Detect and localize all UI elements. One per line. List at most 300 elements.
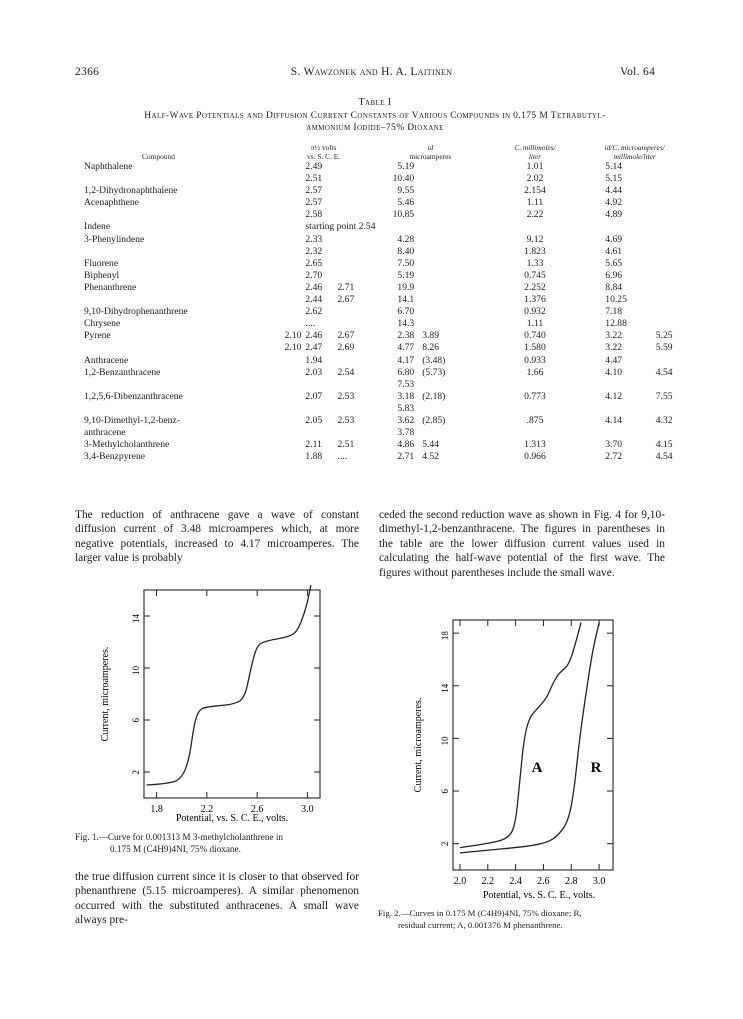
table-cell-i2 bbox=[414, 185, 484, 197]
table-cell-p2: 2.32 bbox=[305, 245, 323, 257]
table-cell-i2: (2.85) bbox=[422, 414, 446, 426]
table-cell-p1 bbox=[271, 294, 305, 306]
table-cell-p2: 2.33 bbox=[305, 233, 323, 245]
table-cell-i1: 5.19 bbox=[397, 161, 415, 172]
x-tick-label: 2.2 bbox=[481, 876, 495, 887]
fig2-label-a: A bbox=[531, 760, 543, 776]
table-cell-c: 1.11 bbox=[526, 318, 544, 330]
table-cell-p3: 2.67 bbox=[337, 294, 355, 306]
table-cell-compound: Indene bbox=[84, 221, 111, 233]
table-row bbox=[84, 306, 684, 318]
table-cell-i2 bbox=[414, 234, 484, 246]
table-cell-p1 bbox=[271, 379, 305, 391]
table-cell-c: 1.01 bbox=[526, 161, 544, 172]
table-cell-i1: 10.40 bbox=[392, 173, 415, 185]
table-title-line1: Half-Wave Potentials and Diffusion Current Constants of Various Compounds in 0.175 M Tetrabutyl- bbox=[144, 111, 606, 121]
table-cell-r1: 2.72 bbox=[605, 451, 623, 463]
table-cell-i1: 14.3 bbox=[397, 318, 415, 330]
table-row bbox=[84, 185, 684, 197]
x-tick-label: 2.4 bbox=[509, 876, 522, 887]
table-cell-p1 bbox=[271, 209, 305, 221]
table-cell-p3 bbox=[337, 185, 375, 197]
table-row bbox=[84, 282, 684, 294]
x-tick-label: 1.8 bbox=[150, 804, 163, 815]
table-cell-i1: 4.28 bbox=[397, 233, 415, 245]
table-cell-i2: 4.52 bbox=[422, 451, 439, 463]
table-cell-r2 bbox=[656, 234, 684, 246]
table-cell-p3 bbox=[337, 306, 375, 318]
table-cell-r2 bbox=[656, 270, 684, 282]
table-cell-r1: 4.44 bbox=[605, 185, 623, 197]
table-cell-i2 bbox=[414, 221, 484, 233]
table-cell-c: 1.313 bbox=[524, 439, 546, 451]
table-cell-p2 bbox=[305, 427, 337, 439]
table-cell-c bbox=[485, 403, 586, 415]
table-cell-i2 bbox=[414, 427, 484, 439]
col-header-id bbox=[376, 144, 485, 161]
table-cell-i1: 19.9 bbox=[397, 281, 415, 293]
table-cell-p1 bbox=[271, 246, 305, 258]
table-cell-p2: 2.49 bbox=[305, 161, 323, 172]
table-cell-r2 bbox=[656, 185, 684, 197]
table-cell-r2: 4.54 bbox=[655, 451, 673, 463]
table-cell-compound: Acenaphthene bbox=[84, 197, 139, 209]
table-row bbox=[84, 234, 684, 246]
table-cell-i1: 3.62 bbox=[397, 414, 415, 426]
table-cell-r1: 4.69 bbox=[605, 233, 623, 245]
table-cell-p1 bbox=[271, 391, 305, 403]
table-cell-p1 bbox=[271, 173, 305, 185]
table-cell-p3: 2.71 bbox=[337, 281, 355, 293]
fig2-label-r: R bbox=[590, 760, 602, 776]
y-tick-label: 6 bbox=[131, 718, 141, 723]
table-cell-compound bbox=[84, 246, 233, 258]
table-row bbox=[84, 451, 684, 463]
col-header-potential-line1: π½ volts bbox=[310, 143, 337, 152]
figure-1 bbox=[90, 585, 340, 825]
running-authors: S. Wawzonek and H. A. Laitinen bbox=[290, 66, 453, 78]
table-cell-c: 0.745 bbox=[524, 269, 546, 281]
table-cell-i2 bbox=[414, 258, 484, 270]
table-row bbox=[84, 209, 684, 221]
table-cell-r1 bbox=[585, 427, 655, 439]
table-cell-r1: 4.92 bbox=[605, 197, 623, 209]
col-header-conc bbox=[485, 144, 586, 161]
table-cell-i1: 6.70 bbox=[397, 306, 415, 318]
table-cell-compound: Phenanthrene bbox=[84, 281, 137, 293]
table-cell-c: 9.12 bbox=[526, 233, 544, 245]
table-cell-i1: 10.85 bbox=[392, 209, 415, 221]
table-row bbox=[84, 161, 684, 173]
table-cell-i1: 2.38 bbox=[397, 330, 415, 342]
table-cell-i1: 14.1 bbox=[397, 294, 415, 306]
col-header-ratio bbox=[585, 144, 684, 161]
table-row bbox=[84, 318, 684, 330]
table-cell-r2 bbox=[656, 246, 684, 258]
table-cell-p3 bbox=[337, 246, 375, 258]
table-cell-c: 0.933 bbox=[524, 354, 546, 366]
volume-label: Vol. 64 bbox=[620, 66, 656, 78]
table-cell-p2: 2.58 bbox=[305, 209, 323, 221]
table-cell-r1 bbox=[585, 403, 655, 415]
table-cell-i1: 7.50 bbox=[397, 257, 415, 269]
table-cell-p2: 2.11 bbox=[305, 439, 322, 451]
table-cell-i1: 5.46 bbox=[397, 197, 415, 209]
table-cell-i1: 4.17 bbox=[397, 354, 415, 366]
table-row bbox=[84, 415, 684, 427]
table-cell-compound: 9,10-Dihydrophenanthrene bbox=[84, 306, 188, 318]
table-cell-p2: 2.62 bbox=[305, 306, 323, 318]
table-cell-p1 bbox=[271, 355, 305, 367]
table-row bbox=[84, 330, 684, 342]
table-cell-c bbox=[485, 379, 586, 391]
table-cell-i1: 3.78 bbox=[397, 427, 415, 439]
table-cell-r2: 4.15 bbox=[655, 439, 673, 451]
fig2-frame bbox=[453, 620, 613, 870]
y-tick-label: 10 bbox=[131, 666, 141, 675]
table-cell-r1: 7.18 bbox=[605, 306, 623, 318]
table-cell-c: 1.376 bbox=[524, 294, 546, 306]
table-cell-r1: 8.84 bbox=[605, 281, 623, 293]
table-cell-i2 bbox=[414, 379, 484, 391]
table-cell-compound: 3,4-Benzpyrene bbox=[84, 451, 146, 463]
table-cell-p2: 2.70 bbox=[305, 269, 323, 281]
left-paragraph-2: the true diffusion current since it is closer to that observed for phenanthrene (5.15 microamperes). A similar phenomenon occurred with the substituted anthracenes. A small wave always pre- bbox=[75, 871, 359, 927]
table-cell-compound bbox=[84, 342, 233, 354]
table-cell-p1 bbox=[271, 439, 305, 451]
table-cell-r2 bbox=[656, 403, 684, 415]
table-cell-r1: 3.70 bbox=[605, 439, 623, 451]
table-cell-p1 bbox=[271, 234, 305, 246]
table-cell-r1: 3.22 bbox=[605, 330, 623, 342]
table-cell-c: 0.773 bbox=[524, 390, 546, 402]
table-row bbox=[84, 270, 684, 282]
table-cell-c: 0.740 bbox=[524, 330, 546, 342]
col-header-conc-line1: C, millimoles/ bbox=[514, 143, 556, 152]
table-cell-p2: 2.46 bbox=[305, 330, 323, 342]
data-table bbox=[84, 144, 684, 463]
table-cell-i2 bbox=[414, 270, 484, 282]
table-cell-compound: 9,10-Dimethyl-1,2-benz- bbox=[84, 414, 180, 426]
table-cell-i2: 8.26 bbox=[422, 342, 439, 354]
table-cell-p2: 2.57 bbox=[305, 185, 323, 197]
table-cell-p3: 2.51 bbox=[337, 439, 355, 451]
table-cell-p1: 2.10 bbox=[284, 342, 302, 354]
col-header-potential-line2: vs. S. C. E. bbox=[307, 151, 341, 161]
table-cell-r1: 4.10 bbox=[605, 366, 623, 378]
table-cell-i2 bbox=[414, 197, 484, 209]
table-cell-r2 bbox=[656, 209, 684, 221]
col-header-ratio-line2: millimole/liter bbox=[613, 151, 656, 161]
table-cell-p2: 2.46 bbox=[305, 281, 323, 293]
x-tick-label: 2.0 bbox=[453, 876, 467, 887]
table-cell-c: 1.66 bbox=[526, 366, 544, 378]
table-cell-p1 bbox=[271, 197, 305, 209]
table-cell-i1: 5.83 bbox=[397, 402, 415, 414]
table-cell-compound bbox=[84, 403, 233, 415]
x-tick-label: 3.0 bbox=[592, 876, 606, 887]
table-cell-i2 bbox=[414, 318, 484, 330]
table-cell-p3 bbox=[337, 234, 375, 246]
x-tick-label: 2.8 bbox=[565, 876, 578, 887]
x-tick-label: 2.6 bbox=[250, 804, 264, 815]
left-paragraph-1: The reduction of anthracene gave a wave of constant diffusion current of 3.48 microamperes which, at more negative potentials, increased to 4.17 microamperes. The larger value is probably bbox=[75, 509, 359, 565]
table-cell-r2 bbox=[656, 258, 684, 270]
table-cell-compound: Naphthalene bbox=[84, 161, 133, 172]
table-cell-r2 bbox=[656, 355, 684, 367]
fig2-caption-line2: residual current; A, 0.001376 M phenanthrene. bbox=[398, 920, 563, 930]
fig2-ylabel: Current, microamperes. bbox=[413, 697, 424, 793]
table-cell-i1: 8.40 bbox=[397, 245, 415, 257]
table-cell-i1: 4.86 bbox=[397, 439, 415, 451]
table-cell-p2: 2.47 bbox=[305, 342, 323, 354]
table-row bbox=[84, 173, 684, 185]
table-cell-r1 bbox=[585, 221, 655, 233]
table-cell-p1 bbox=[271, 403, 305, 415]
table-cell-p2: 1.88 bbox=[305, 451, 323, 463]
fig1-caption-line1: Fig. 1.—Curve for 0.001313 M 3-methylcholanthrene in bbox=[75, 832, 283, 842]
table-cell-p2: .... bbox=[305, 318, 316, 330]
table-cell-r1: 5.65 bbox=[605, 257, 623, 269]
table-cell-p2: starting point 2.54 bbox=[305, 221, 376, 233]
table-cell-compound: 1,2,5,6-Dibenzanthracene bbox=[84, 390, 183, 402]
table-row bbox=[84, 342, 684, 354]
table-cell-p3: 2.67 bbox=[337, 330, 355, 342]
table-cell-c: 2.252 bbox=[524, 281, 546, 293]
table-cell-p1 bbox=[271, 451, 305, 463]
table-cell-p3 bbox=[337, 270, 375, 282]
table-header-row bbox=[84, 144, 684, 161]
table-row bbox=[84, 439, 684, 451]
table-cell-i2 bbox=[414, 161, 484, 173]
table-cell-c: 1.11 bbox=[526, 197, 544, 209]
table-cell-p1 bbox=[271, 282, 305, 294]
table-cell-p2: 2.44 bbox=[305, 294, 323, 306]
table-cell-r2 bbox=[656, 221, 684, 233]
table-cell-i1: 5.19 bbox=[397, 269, 415, 281]
table-cell-i2: 5.44 bbox=[422, 439, 439, 451]
table-cell-p3 bbox=[337, 318, 375, 330]
table-cell-p2: 2.05 bbox=[305, 414, 323, 426]
x-tick-label: 2.6 bbox=[537, 876, 550, 887]
table-cell-p2: 1.94 bbox=[305, 354, 323, 366]
table-cell-p1 bbox=[271, 258, 305, 270]
fig1-curve bbox=[147, 585, 313, 785]
table-cell-r2: 4.54 bbox=[655, 366, 673, 378]
table-cell-p3: 2.53 bbox=[337, 390, 355, 402]
table-cell-i2 bbox=[414, 306, 484, 318]
table-cell-r2 bbox=[656, 294, 684, 306]
table-cell-i1: 4.77 bbox=[397, 342, 415, 354]
fig1-ylabel: Current, microamperes. bbox=[100, 646, 111, 742]
table-cell-r2: 5.25 bbox=[655, 330, 673, 342]
table-cell-compound: Pyrene bbox=[84, 330, 111, 342]
x-tick-label: 3.0 bbox=[301, 804, 314, 815]
table-cell-r2 bbox=[656, 161, 684, 173]
fig2-caption-line1: Fig. 2.—Curves in 0.175 M (C4H9)4NI, 75% dioxane; R, bbox=[378, 908, 582, 918]
table-cell-i1: 2.71 bbox=[397, 451, 415, 463]
table-cell-p3 bbox=[337, 197, 375, 209]
table-cell-r1: 10.25 bbox=[605, 294, 627, 306]
table-cell-compound: anthracene bbox=[84, 427, 126, 439]
table-cell-compound bbox=[84, 173, 233, 185]
table-row bbox=[84, 379, 684, 391]
table-cell-r2 bbox=[656, 379, 684, 391]
right-paragraph-1: ceded the second reduction wave as shown in Fig. 4 for 9,10-dimethyl-1,2-benzanthracene. The figures in parentheses in the table are the lower diffusion current values used in calculating the half-wave potential of the first wave. The figures without parentheses include the small wave. bbox=[379, 509, 665, 579]
table-cell-p2: 2.51 bbox=[305, 173, 323, 185]
table-cell-p1 bbox=[271, 161, 305, 173]
table-cell-compound bbox=[84, 209, 233, 221]
fig1-frame bbox=[144, 590, 320, 798]
y-tick-label: 2 bbox=[440, 841, 450, 847]
table-cell-i2: 3.89 bbox=[422, 330, 439, 342]
table-cell-c: .875 bbox=[526, 414, 544, 426]
table-cell-i2 bbox=[414, 294, 484, 306]
table-label: Table I bbox=[358, 97, 392, 108]
table-row bbox=[84, 427, 684, 439]
table-cell-c: 0.966 bbox=[524, 451, 546, 463]
table-cell-i2 bbox=[414, 282, 484, 294]
table-cell-c: 1.33 bbox=[526, 257, 544, 269]
y-tick-label: 10 bbox=[440, 736, 450, 746]
table-cell-r1: 4.89 bbox=[605, 209, 623, 221]
table-cell-r2 bbox=[656, 282, 684, 294]
table-cell-p1 bbox=[271, 185, 305, 197]
table-cell-c bbox=[485, 427, 586, 439]
table-cell-p1 bbox=[271, 427, 305, 439]
table-cell-p3 bbox=[337, 258, 375, 270]
table-cell-r2 bbox=[656, 427, 684, 439]
table-cell-r1: 6.96 bbox=[605, 269, 623, 281]
table-cell-r1: 4.61 bbox=[605, 245, 623, 257]
table-cell-r1: 12.88 bbox=[605, 318, 627, 330]
table-cell-p3 bbox=[337, 403, 375, 415]
table-cell-i1: 6.80 bbox=[397, 366, 415, 378]
col-header-ratio-line1: id/C, microamperes/ bbox=[604, 143, 665, 152]
table-cell-r1: 3.22 bbox=[605, 342, 623, 354]
table-row bbox=[84, 197, 684, 209]
figure-2 bbox=[405, 612, 645, 902]
table-cell-r1: 4.12 bbox=[605, 390, 623, 402]
table-row bbox=[84, 294, 684, 306]
table-cell-i2 bbox=[414, 403, 484, 415]
table-cell-p1 bbox=[271, 221, 305, 233]
table-cell-compound: Anthracene bbox=[84, 354, 129, 366]
table-cell-i1 bbox=[376, 221, 414, 233]
table-cell-p3 bbox=[337, 161, 375, 173]
table-cell-compound: 3-Methylcholanthrene bbox=[84, 439, 170, 451]
table-cell-p1: 2.10 bbox=[284, 330, 302, 342]
table-cell-c: 2.02 bbox=[526, 173, 544, 185]
x-tick-label: 2.2 bbox=[200, 804, 214, 815]
table-cell-c: 1.580 bbox=[524, 342, 546, 354]
table-cell-p3 bbox=[337, 173, 375, 185]
table-cell-i2 bbox=[414, 173, 484, 185]
table-cell-r2: 5.59 bbox=[655, 342, 673, 354]
table-cell-c bbox=[485, 221, 586, 233]
fig2-curve-a bbox=[460, 623, 581, 848]
y-tick-label: 2 bbox=[131, 770, 141, 775]
table-row bbox=[84, 367, 684, 379]
table-cell-p3: 2.54 bbox=[337, 366, 355, 378]
table-cell-r1: 4.47 bbox=[605, 354, 623, 366]
table-cell-compound: 1,2-Benzanthracene bbox=[84, 366, 161, 378]
table-cell-r2 bbox=[656, 197, 684, 209]
table-cell-r1 bbox=[585, 379, 655, 391]
y-tick-label: 6 bbox=[440, 789, 450, 794]
table-cell-p1 bbox=[271, 306, 305, 318]
table-cell-compound: Fluorene bbox=[84, 257, 119, 269]
table-cell-r2 bbox=[656, 318, 684, 330]
table-cell-r2: 7.55 bbox=[655, 390, 673, 402]
table-cell-p2: 2.07 bbox=[305, 390, 323, 402]
col-header-conc-line2: liter bbox=[528, 151, 542, 161]
table-cell-p3 bbox=[337, 355, 375, 367]
table-cell-i1: 7.53 bbox=[397, 378, 415, 390]
col-header-compound: Compound bbox=[142, 151, 175, 161]
y-tick-label: 14 bbox=[131, 614, 141, 623]
table-cell-compound: Chrysene bbox=[84, 318, 121, 330]
table-row bbox=[84, 355, 684, 367]
fig2-curve-r bbox=[460, 623, 599, 853]
table-cell-p3: .... bbox=[337, 451, 348, 463]
col-header-id-line1: id bbox=[427, 143, 434, 152]
table-cell-r2 bbox=[656, 306, 684, 318]
table-cell-p2 bbox=[305, 403, 337, 415]
fig2-xlabel: Potential, vs. S. C. E., volts. bbox=[482, 890, 596, 901]
table-cell-p3 bbox=[337, 209, 375, 221]
table-cell-i2: (5.73) bbox=[422, 366, 446, 378]
table-row bbox=[84, 391, 684, 403]
col-header-potential bbox=[271, 144, 376, 161]
table-cell-c: 0.932 bbox=[524, 306, 546, 318]
table-cell-i2: (3.48) bbox=[422, 354, 446, 366]
table-cell-r1: 4.14 bbox=[605, 414, 623, 426]
col-header-id-line2: microamperes bbox=[409, 151, 452, 161]
table-cell-p2: 2.65 bbox=[305, 257, 323, 269]
table-cell-compound: 3-Phenylindene bbox=[84, 233, 145, 245]
table-cell-i2 bbox=[414, 209, 484, 221]
table-title-line2: ammonium Iodide–75% Dioxane bbox=[306, 123, 444, 133]
table-cell-c: 1.823 bbox=[524, 245, 546, 257]
table-cell-r1: 5.15 bbox=[605, 173, 623, 185]
page-number: 2366 bbox=[75, 66, 100, 78]
table-cell-p1 bbox=[271, 318, 305, 330]
table-cell-p2 bbox=[305, 379, 337, 391]
table-cell-p2: 2.57 bbox=[305, 197, 323, 209]
table-row bbox=[84, 221, 684, 233]
table-cell-r1: 5.14 bbox=[605, 161, 623, 172]
table-cell-p3 bbox=[337, 379, 375, 391]
table-cell-r2 bbox=[656, 173, 684, 185]
table-row bbox=[84, 403, 684, 415]
fig1-caption-line2: 0.175 M (C4H9)4NI, 75% dioxane. bbox=[110, 844, 241, 854]
table-cell-p3: 2.69 bbox=[337, 342, 355, 354]
y-tick-label: 18 bbox=[440, 631, 450, 641]
table-cell-p1 bbox=[271, 415, 305, 427]
table-cell-i2 bbox=[414, 246, 484, 258]
table-cell-c: 2.154 bbox=[524, 185, 546, 197]
fig1-xlabel: Potential, vs. S. C. E., volts. bbox=[175, 813, 289, 824]
table-cell-i1: 9.55 bbox=[397, 185, 415, 197]
table-cell-p3 bbox=[337, 427, 375, 439]
table-cell-compound: 1,2-Dihydronaphthalene bbox=[84, 185, 178, 197]
table-cell-p2: 2.03 bbox=[305, 366, 323, 378]
table-cell-p3: 2.53 bbox=[337, 414, 355, 426]
fig1-ticks bbox=[131, 590, 320, 815]
table-cell-p1 bbox=[271, 367, 305, 379]
table-cell-c: 2.22 bbox=[526, 209, 544, 221]
